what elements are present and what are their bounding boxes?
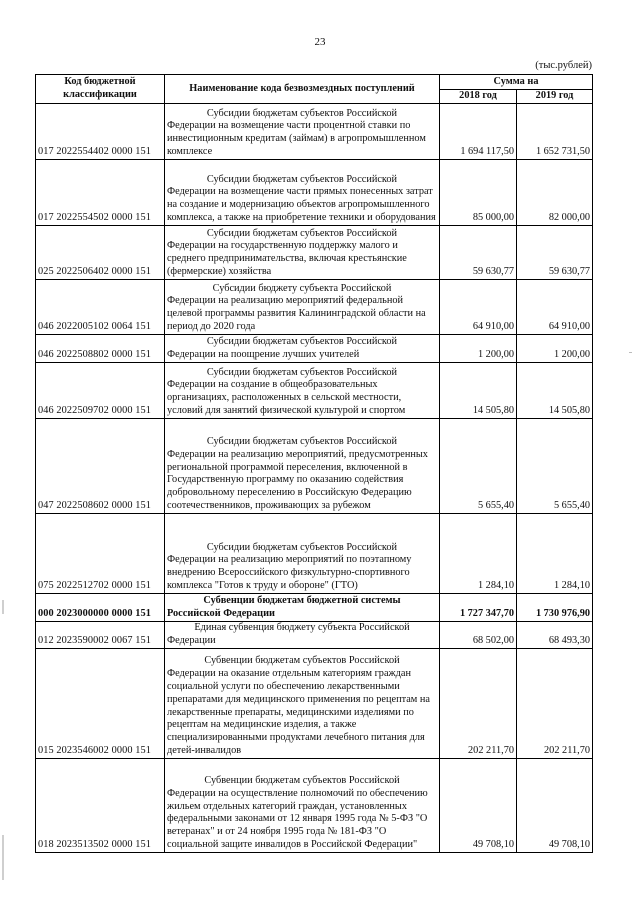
revenue-name [165, 593, 440, 621]
amount-2019: 59 630,77 [517, 225, 593, 279]
revenue-name-rest: Федерации [167, 635, 216, 646]
header-name: Наименование кода безвозмездных поступлений [165, 75, 440, 104]
amount-2018: 68 502,00 [440, 621, 517, 648]
revenue-name-rest: Федерации на поощрение лучших учителей [167, 349, 360, 360]
header-code: Код бюджетной классификации [36, 75, 165, 104]
table-row [36, 513, 593, 593]
budget-code: 025 2022506402 0000 151 [36, 225, 165, 279]
amount-2019: 1 284,10 [517, 513, 593, 593]
scan-edge-mark [2, 600, 4, 614]
table-row [36, 279, 593, 334]
revenue-name-rest: Федерации на государственную поддержку малого и среднего предпринимательства, включая крестьянские (фермерские) хозяйства [167, 240, 407, 277]
table-row [36, 648, 593, 758]
revenue-name [165, 225, 440, 279]
amount-2018: 1 284,10 [440, 513, 517, 593]
budget-code: 017 2022554402 0000 151 [36, 103, 165, 159]
amount-2018: 1 200,00 [440, 334, 517, 362]
revenue-name [165, 758, 440, 852]
header-year-2018: 2018 год [440, 90, 517, 104]
amount-2019: 68 493,30 [517, 621, 593, 648]
amount-2019: 82 000,00 [517, 159, 593, 225]
revenue-name-title: Субсидии бюджету субъекта Российской [212, 282, 392, 294]
table-row-total [36, 593, 593, 621]
revenue-name-title: Субсидии бюджетам субъектов Российской [206, 541, 398, 553]
amount-2019: 1 652 731,50 [517, 103, 593, 159]
revenue-name-title: Субвенции бюджетам субъектов Российской [204, 775, 400, 787]
revenue-name-rest: Российской Федерации [167, 608, 275, 619]
amount-2018: 202 211,70 [440, 648, 517, 758]
revenue-name [165, 334, 440, 362]
budget-code: 046 2022508802 0000 151 [36, 334, 165, 362]
amount-2018: 85 000,00 [440, 159, 517, 225]
revenue-name-rest: Федерации на осуществление полномочий по обеспечению жильем отдельных категорий граждан, установленных федеральными законами от 12 января 1995 года № 5-ФЗ "О ветеранах" и от 24 ноября 1995 года № 181-ФЗ "О социальной защите инвалидов в Российской Федерации" [167, 787, 428, 850]
header-sum: Сумма на [440, 75, 593, 90]
budget-code: 000 2023000000 0000 151 [36, 593, 165, 621]
table-row [36, 334, 593, 362]
revenue-name-title: Субсидии бюджетам субъектов Российской [206, 107, 398, 119]
budget-code: 017 2022554502 0000 151 [36, 159, 165, 225]
table-row [36, 418, 593, 513]
revenue-name [165, 418, 440, 513]
revenue-name-rest: Федерации на возмещение части прямых понесенных затрат на создание и модернизацию объектов агропромышленного комплекса, а также на приобретение техники и оборудования [167, 186, 436, 223]
revenue-name-rest: Федерации на оказание отдельным категориям граждан социальной услуги по обеспечению лекарственными препаратами для медицинского применения по рецептам на лекарственные препараты, медицинскими изделиями по рецептам на медицинские изделия, а также специализированными продуктами лечебного питания для детей-инвалидов [167, 668, 430, 756]
revenue-name-title: Субвенции бюджетам субъектов Российской [204, 655, 400, 667]
amount-2018: 49 708,10 [440, 758, 517, 852]
revenue-name [165, 513, 440, 593]
amount-2018: 59 630,77 [440, 225, 517, 279]
revenue-name-title: Единая субвенция бюджету субъекта Российской [194, 622, 410, 634]
revenue-name-rest: Федерации на реализацию мероприятий, предусмотренных региональной программой переселения, включенной в Государственную программу по оказанию содействия добровольному переселению в Российскую Федерацию соотечественников, проживающих за рубежом [167, 448, 428, 511]
amount-2019: 64 910,00 [517, 279, 593, 334]
budget-code: 012 2023590002 0067 151 [36, 621, 165, 648]
revenue-name [165, 362, 440, 418]
revenue-name-title: Субсидии бюджетам субъектов Российской [206, 227, 398, 239]
budget-code: 046 2022005102 0064 151 [36, 279, 165, 334]
revenue-name-rest: Федерации на реализацию мероприятий по поэтапному внедрению Всероссийского физкультурно-спортивного комплекса "Готов к труду и обороне" (ГТО) [167, 554, 412, 591]
revenue-name [165, 103, 440, 159]
header-year-2019: 2019 год [517, 90, 593, 104]
units-label: (тыс.рублей) [535, 60, 592, 71]
revenue-name-rest: Федерации на реализацию мероприятий федеральной целевой программы развития Калининградской области на период до 2020 года [167, 295, 426, 332]
table-row [36, 758, 593, 852]
budget-code: 075 2022512702 0000 151 [36, 513, 165, 593]
revenue-name-title: Субсидии бюджетам субъектов Российской [206, 336, 398, 348]
table-row [36, 159, 593, 225]
table-row [36, 225, 593, 279]
table-row [36, 362, 593, 418]
budget-code: 047 2022508602 0000 151 [36, 418, 165, 513]
amount-2018: 1 694 117,50 [440, 103, 517, 159]
amount-2019: 1 200,00 [517, 334, 593, 362]
budget-code: 015 2023546002 0000 151 [36, 648, 165, 758]
budget-code: 046 2022509702 0000 151 [36, 362, 165, 418]
revenue-name [165, 279, 440, 334]
table-row [36, 103, 593, 159]
amount-2019: 14 505,80 [517, 362, 593, 418]
budget-table [35, 74, 593, 853]
table-row [36, 621, 593, 648]
scan-edge-mark [2, 835, 4, 880]
scan-edge-dot [629, 352, 632, 353]
revenue-name-rest: Федерации на создание в общеобразовательных организациях, расположенных в сельской местности, условий для занятий физической культурой и спортом [167, 379, 406, 416]
revenue-name [165, 648, 440, 758]
revenue-name-title: Субсидии бюджетам субъектов Российской [206, 173, 398, 185]
amount-2018: 14 505,80 [440, 362, 517, 418]
amount-2018: 1 727 347,70 [440, 593, 517, 621]
revenue-name-title: Субсидии бюджетам субъектов Российской [206, 436, 398, 448]
revenue-name-title: Субсидии бюджетам субъектов Российской [206, 366, 398, 378]
revenue-name [165, 621, 440, 648]
revenue-name [165, 159, 440, 225]
revenue-name-title: Субвенции бюджетам бюджетной системы [203, 595, 401, 607]
amount-2019: 1 730 976,90 [517, 593, 593, 621]
amount-2018: 64 910,00 [440, 279, 517, 334]
amount-2019: 202 211,70 [517, 648, 593, 758]
budget-code: 018 2023513502 0000 151 [36, 758, 165, 852]
amount-2019: 5 655,40 [517, 418, 593, 513]
amount-2018: 5 655,40 [440, 418, 517, 513]
revenue-name-rest: Федерации на возмещение части процентной ставки по инвестиционным кредитам (займам) в агропромышленном комплексе [167, 120, 426, 157]
amount-2019: 49 708,10 [517, 758, 593, 852]
page-number: 23 [314, 36, 326, 48]
